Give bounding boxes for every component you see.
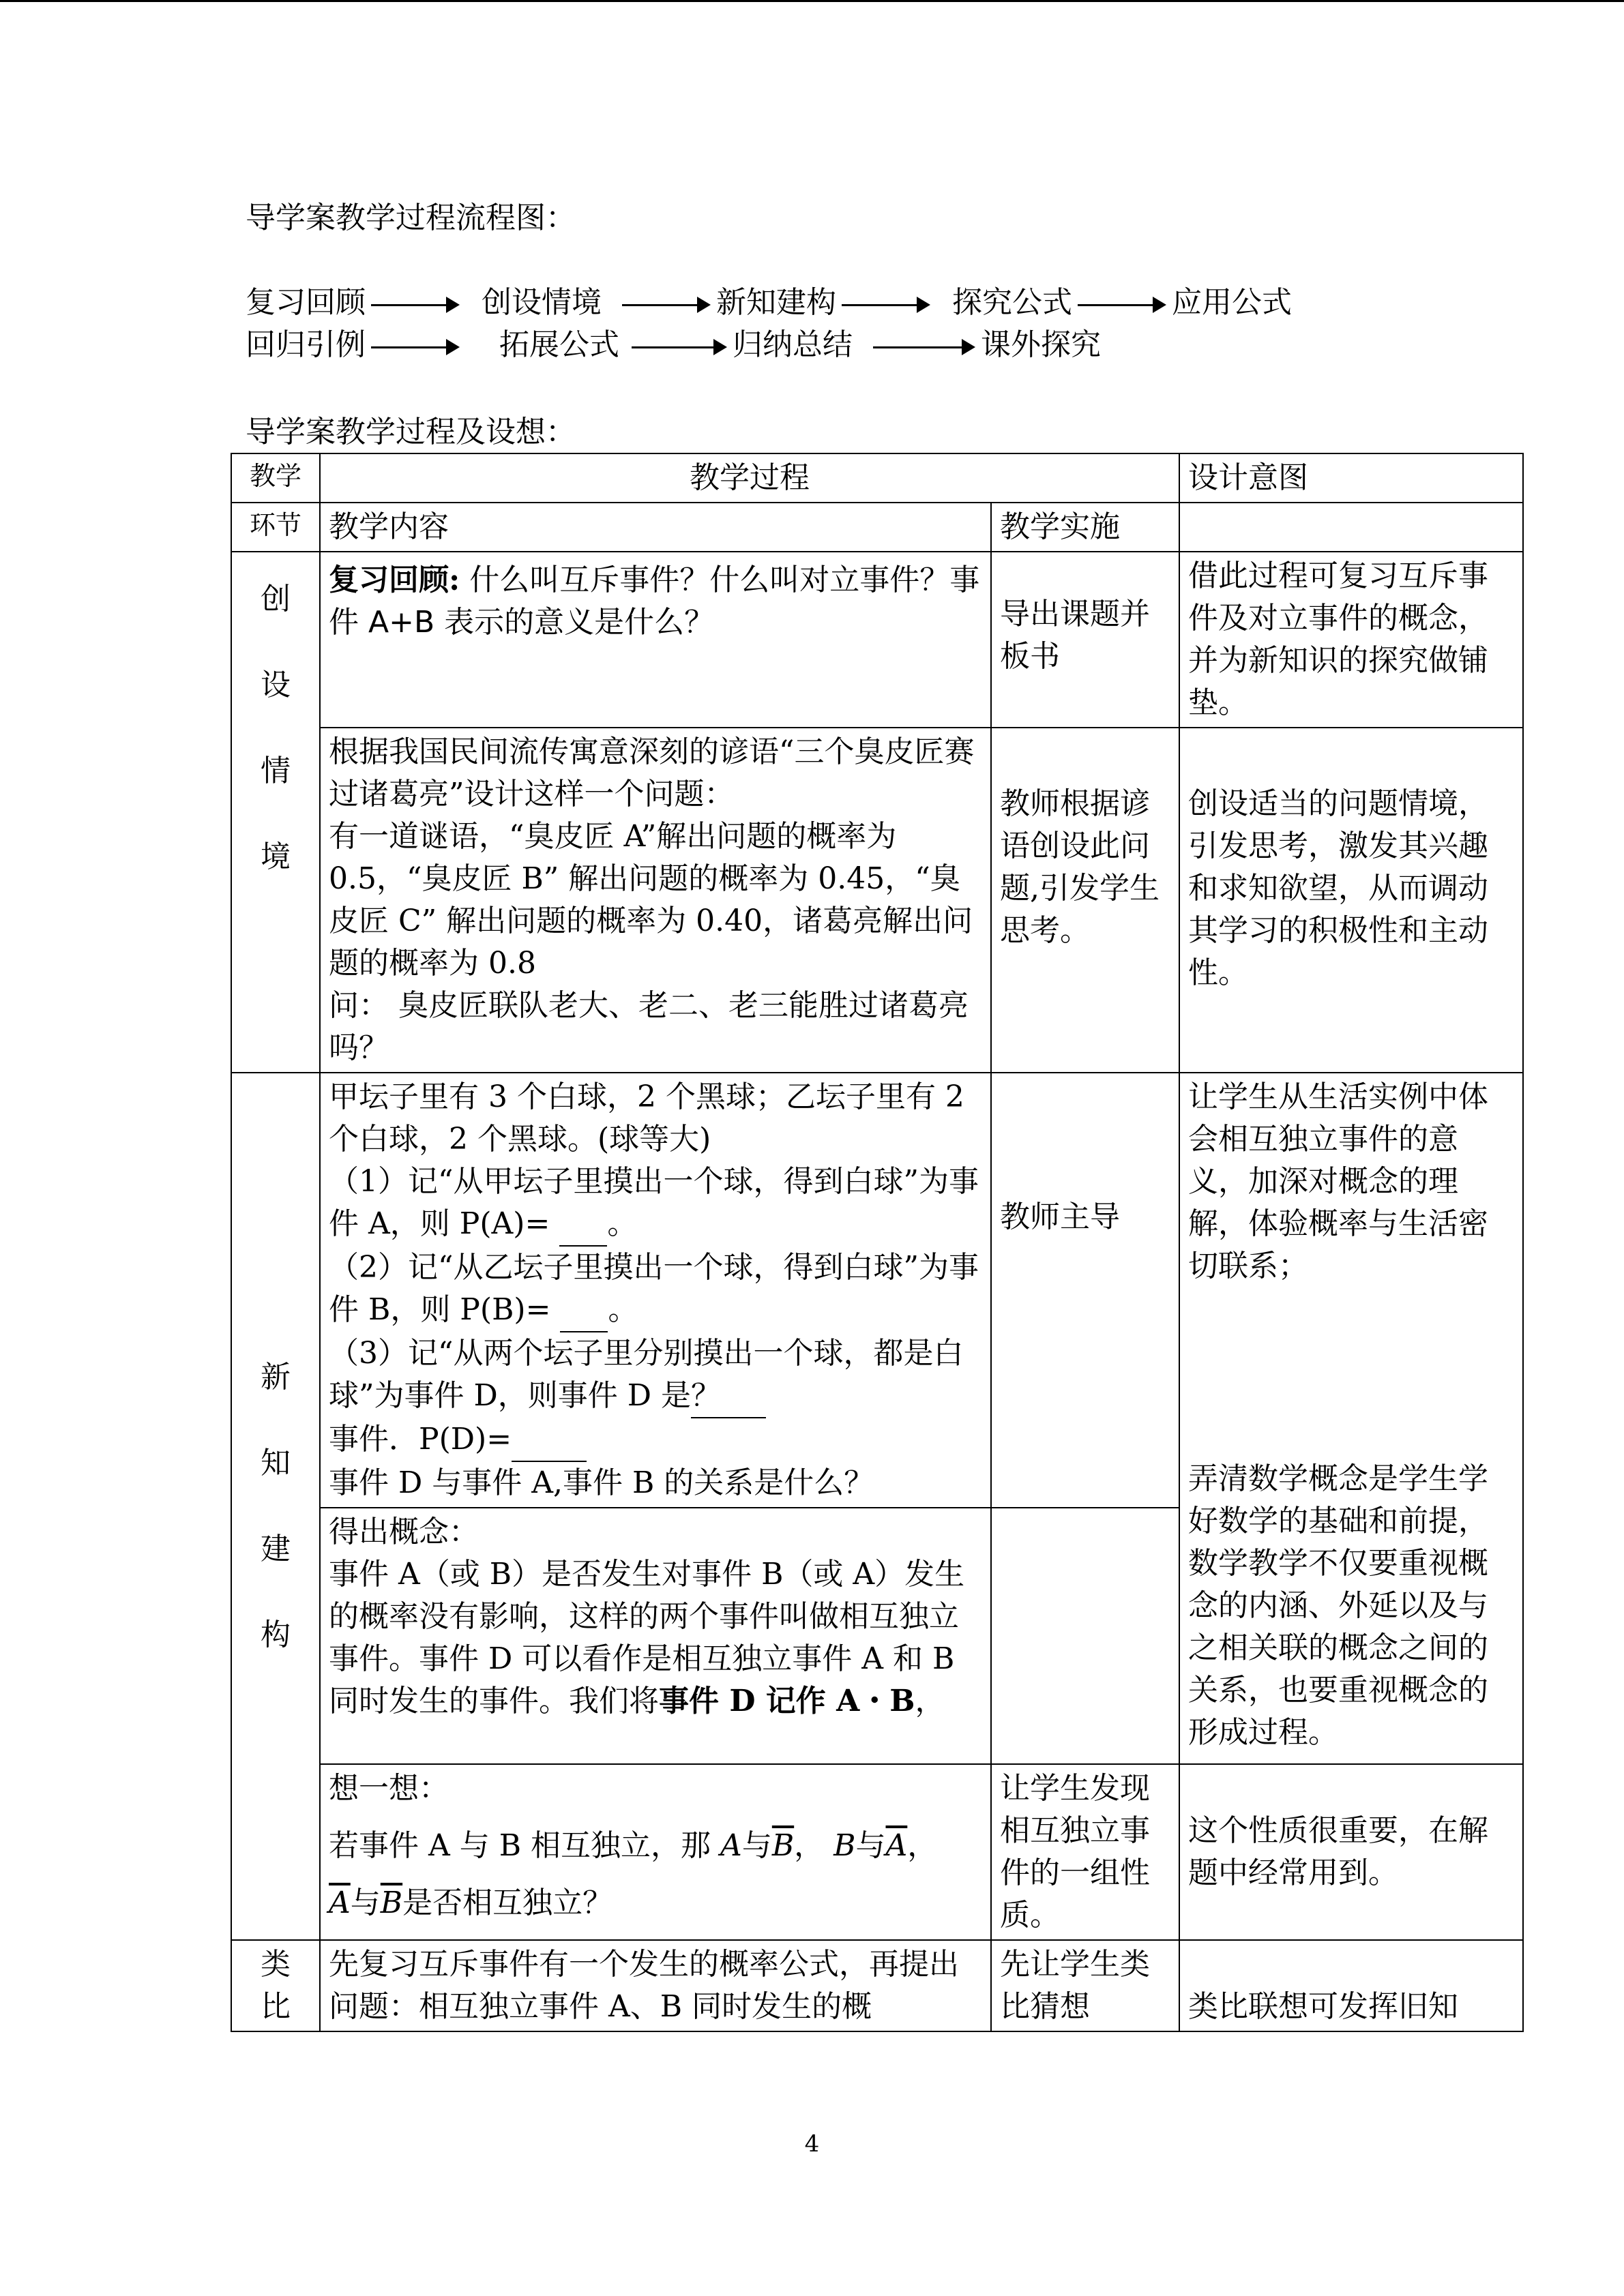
blank [512, 1418, 587, 1462]
implement-4: 让学生发现相互独立事件的一组性质。 [991, 1764, 1179, 1940]
implement-2 [991, 728, 1179, 1073]
arrow-right-icon [842, 303, 930, 307]
intent-text: 这个性质很重要，在解题中经常用到。 [1188, 1813, 1488, 1890]
table-header-row-2 [231, 503, 1523, 552]
header-implement: 教学实施 [991, 503, 1179, 552]
top-rule [0, 0, 1624, 2]
jar-problem [320, 1073, 991, 1508]
phase-char: 建 [261, 1532, 291, 1566]
comma: ， [794, 1828, 825, 1863]
math-and: 与 [350, 1885, 381, 1920]
review-text: 什么叫互斥事件？什么叫对立事件？事件 [329, 563, 980, 640]
concept-body [329, 1553, 982, 1723]
question-3 [329, 1332, 982, 1418]
intent-text: 让学生从生活实例中体会相互独立事件的意义，加深对概念的理解，体验概率与生活密切联系； [1188, 1079, 1488, 1283]
phase-char: 创 [261, 582, 291, 616]
proverb-text: 根据我国民间流传寓意深刻的谚语“三个臭皮匠赛过诸葛亮”设计这样一个问题： [329, 734, 975, 811]
phase-char: 构 [261, 1617, 291, 1652]
intent-text: 创设适当的问题情境，引发思考，激发其兴趣和求知欲望，从而调动其学习的积极性和主动性。 [1188, 786, 1488, 990]
question-3-text: （3）记“从两个坛子里分别摸出一个球，都是白球”为事件 D，则事件 D 是 [329, 1336, 964, 1413]
think-content [320, 1764, 991, 1940]
concept-content [320, 1508, 991, 1764]
question-4: 事件 D 与事件 A,事件 B 的关系是什么？ [329, 1465, 874, 1500]
implement-text: 导出课题并板书 [1000, 597, 1150, 674]
question-2-text: （2）记“从乙坛子里摸出一个球，得到白球”为事件 B，则 P(B)= [329, 1250, 979, 1327]
phase-char: 情 [261, 754, 291, 788]
question-3-tail-text: 事件．P(D)= [329, 1422, 512, 1457]
phase-char: 设 [261, 668, 291, 702]
intent-3 [1179, 1073, 1523, 1764]
implement-empty [991, 1508, 1179, 1764]
phase-situation [231, 552, 320, 1073]
header-phase-2 [231, 503, 320, 552]
phase-char: 知 [261, 1446, 291, 1480]
table-header-row-1 [231, 453, 1523, 503]
review-label: 复习回顾: [329, 563, 460, 597]
phase-char: 类 [261, 1947, 291, 1982]
think-title: 想一想： [329, 1771, 449, 1806]
math-a: A [720, 1828, 742, 1863]
flow-node-explore-formula: 探究公式 [952, 285, 1072, 320]
section-situation-row-1 [231, 552, 1523, 728]
analogy-content: 先复习互斥事件有一个发生的概率公式，再提出问题：相互独立事件 A、B 同时发生的概 [320, 1940, 991, 2031]
header-intent-empty [1179, 503, 1523, 552]
riddle-text: 有一道谜语，“臭皮匠 A”解出问题的概率为 0.5，“臭皮匠 B” 解出问题的概率为 0.45，“臭皮匠 C” 解出问题的概率为 0.40，诸葛亮解出问题的概率为 0.8 [329, 819, 973, 981]
comma: ， [907, 1828, 938, 1863]
intent-2 [1179, 728, 1523, 1073]
flow-node-new-knowledge: 新知建构 [716, 285, 836, 320]
math-a-bar: $\overline{A}$ [329, 1885, 351, 1920]
blank [559, 1203, 607, 1247]
review-content [320, 552, 991, 728]
flow-node-extracurricular: 课外探究 [981, 327, 1101, 362]
table-title: 导学案教学过程及设想： [246, 415, 576, 449]
flow-node-situation: 创设情境 [482, 285, 602, 320]
flow-node-summary: 归纳总结 [733, 327, 853, 362]
section-new-knowledge-row-3 [231, 1764, 1523, 1940]
flow-node-extend-formula: 拓展公式 [499, 327, 619, 362]
analogy-implement: 先让学生类比猜想 [991, 1940, 1179, 2031]
header-intent: 设计意图 [1179, 453, 1523, 503]
arrow-right-icon [371, 345, 460, 349]
arrow-right-icon [1078, 303, 1166, 307]
arrow-right-icon [632, 345, 727, 349]
section-situation-row-2 [231, 728, 1523, 1073]
math-and: 与 [741, 1828, 772, 1863]
flowchart-row-1 [246, 282, 1292, 323]
question-2 [329, 1247, 982, 1332]
phase-new-knowledge [231, 1073, 320, 1940]
flow-node-apply-formula: 应用公式 [1172, 285, 1292, 320]
concept-bold: 事件 D 记作 A・B [659, 1684, 915, 1718]
arrow-right-icon [622, 303, 711, 307]
blank-question: ？ [691, 1375, 766, 1418]
question-1-end: 。 [607, 1206, 638, 1241]
arrow-right-icon [371, 303, 460, 307]
implement-text: 教师根据谚语创设此问题,引发学生思考。 [1000, 786, 1160, 948]
section-analogy-row [231, 1940, 1523, 2031]
question-1 [329, 1161, 982, 1247]
situation-content [320, 728, 991, 1073]
flowchart-row-2 [246, 325, 1101, 366]
riddle-question: 问： 臭皮匠联队老大、老二、老三能胜过诸葛亮吗？ [329, 988, 969, 1065]
header-content: 教学内容 [320, 503, 991, 552]
math-b: B [833, 1828, 856, 1863]
header-phase-line1: 教学 [249, 461, 301, 491]
question-2-end: 。 [608, 1292, 638, 1327]
intent-4 [1179, 1764, 1523, 1940]
concept-title: 得出概念： [329, 1515, 479, 1549]
header-process: 教学过程 [320, 453, 1179, 503]
flow-node-back-to-example: 回归引例 [246, 327, 366, 362]
concept-text: 事件 A（或 B）是否发生对事件 B（或 A）发生的概率没有影响，这样的两个事件叫做相互独立事件。事件 D 可以看作是相互独立事件 A 和 B 同时发生的事件。我们将 [329, 1557, 965, 1718]
implement-3 [991, 1073, 1179, 1508]
intent-text: 类比联想可发挥旧知 [1188, 1989, 1458, 2024]
header-phase [231, 453, 320, 503]
phase-char: 境 [261, 839, 291, 874]
arrow-right-icon [873, 345, 975, 349]
implement-1 [991, 552, 1179, 728]
review-text-2: 表示的意义是什么？ [434, 605, 715, 640]
think-line-1 [329, 1825, 982, 1867]
think-text: 若事件 A 与 B 相互独立，那 [329, 1828, 721, 1863]
think-text-2: 是否相互独立？ [402, 1885, 613, 1920]
implement-text: 教师主导 [1000, 1199, 1120, 1234]
page-number: 4 [804, 2130, 820, 2158]
phase-char: 比 [261, 1989, 291, 2024]
think-line-2 [329, 1882, 982, 1924]
math-and: 与 [855, 1828, 886, 1863]
flow-node-review: 复习回顾 [246, 285, 366, 320]
analogy-intent [1179, 1940, 1523, 2031]
section-new-knowledge-row-1 [231, 1073, 1523, 1508]
math-a-bar: $\overline{A}$ [885, 1828, 908, 1863]
concept-end: ， [915, 1684, 945, 1718]
flowchart-title: 导学案教学过程流程图： [246, 200, 576, 235]
math-b-bar: $\overline{B}$ [380, 1885, 403, 1920]
blank [560, 1289, 608, 1332]
question-3-tail [329, 1418, 982, 1462]
header-phase-line2: 环节 [249, 510, 301, 540]
math-b-bar: $\overline{B}$ [771, 1828, 795, 1863]
phase-analogy [231, 1940, 320, 2031]
phase-char: 新 [261, 1360, 291, 1395]
question-1-text: （1）记“从甲坛子里摸出一个球，得到白球”为事件 A，则 P(A)= [329, 1164, 979, 1241]
intent-1: 借此过程可复习互斥事件及对立事件的概念，并为新知识的探究做铺垫。 [1179, 552, 1523, 728]
jar-intro: 甲坛子里有 3 个白球，2 个黑球；乙坛子里有 2 个白球，2 个黑球。(球等大) [329, 1079, 964, 1157]
review-math: A+B [368, 605, 435, 640]
intent-text-2: 弄清数学概念是学生学好数学的基础和前提，数学教学不仅要重视概念的内涵、外延以及与之相关联的概念之间的关系，也要重视概念的形成过程。 [1188, 1461, 1488, 1750]
lesson-plan-table [231, 453, 1524, 2032]
